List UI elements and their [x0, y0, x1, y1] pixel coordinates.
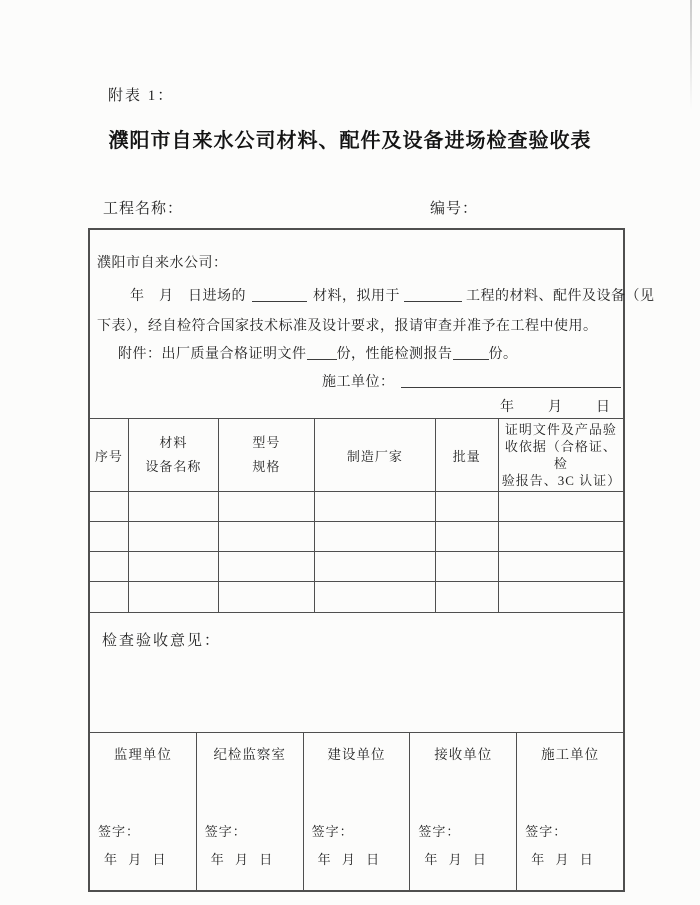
table-cell	[435, 552, 498, 582]
table-cell	[314, 582, 435, 612]
constructor-line	[322, 371, 621, 391]
declaration-line1	[130, 285, 655, 305]
table-cell	[314, 522, 435, 552]
table-cell	[498, 492, 623, 522]
header-model-spec: 型号 规格	[218, 419, 314, 492]
annex-label: 附表 1：	[108, 88, 175, 104]
header-seq: 序号	[90, 419, 128, 492]
company-salutation: 濮阳市自来水公司：	[97, 256, 228, 271]
constructor-label: 施工单位：	[322, 375, 395, 390]
signoff-title: 纪检监察室	[213, 746, 286, 762]
attachment-line	[118, 343, 518, 363]
table-cell	[128, 522, 218, 552]
signoff-cell-construction-owner	[304, 733, 411, 891]
header-manufacturer: 制造厂家	[314, 419, 435, 492]
project-name-label: 工程名称：	[103, 201, 184, 217]
header-material-name: 材料 设备名称	[128, 419, 218, 492]
table-cell	[218, 492, 314, 522]
constructor-blank	[401, 374, 621, 388]
form-outer-box	[88, 228, 655, 892]
opinion-section	[90, 613, 623, 733]
signoff-title: 监理单位	[113, 746, 172, 762]
table-cell	[435, 582, 498, 612]
table-cell	[218, 582, 314, 612]
table-row	[90, 552, 623, 582]
table-cell	[218, 552, 314, 582]
table-cell	[128, 492, 218, 522]
signature-label: 签字：	[418, 823, 461, 839]
signature-label: 签字：	[311, 823, 354, 839]
attachment-end-label: 份。	[488, 347, 518, 362]
signoff-cell-supervisor	[90, 733, 197, 891]
signoff-date-label: 年 月 日	[104, 851, 170, 867]
page-title: 濮阳市自来水公司材料、配件及设备进场检查验收表	[108, 130, 592, 152]
table-cell	[435, 522, 498, 552]
signoff-title: 接收单位	[434, 746, 493, 762]
table-cell	[498, 552, 623, 582]
table-cell	[314, 492, 435, 522]
declaration-line1-end: 工程的材料、配件及设备（见	[466, 289, 655, 304]
declaration-line2: 下表），经自检符合国家技术标准及设计要求，报请审查并准予在工程中使用。	[97, 319, 598, 334]
project-blank	[404, 288, 462, 302]
material-name-blank	[252, 288, 307, 302]
cert-copies-blank	[307, 346, 337, 360]
signoff-date-label: 年 月 日	[210, 851, 277, 867]
signature-label: 签字：	[204, 823, 247, 839]
table-cell	[314, 552, 435, 582]
signoff-date-label: 年 月 日	[317, 851, 384, 867]
report-copies-blank	[453, 346, 489, 360]
declaration-date-line: 年 月 日	[500, 400, 612, 415]
table-row	[90, 522, 623, 552]
declaration-line1-mid: 材料，拟用于	[313, 289, 400, 304]
materials-table-section	[90, 419, 623, 613]
table-cell	[128, 552, 218, 582]
table-cell	[218, 522, 314, 552]
materials-table	[90, 419, 623, 612]
declaration-section	[90, 230, 655, 419]
header-certification: 证明文件及产品验 收依据（合格证、检 验报告、3C 认证）	[498, 419, 623, 492]
table-cell	[90, 522, 128, 552]
signature-label: 签字：	[98, 823, 141, 839]
table-cell	[498, 582, 623, 612]
materials-table-header-row	[90, 419, 623, 492]
opinion-label: 检查验收意见：	[102, 632, 222, 649]
signoff-cell-discipline-office	[197, 733, 304, 891]
table-cell	[128, 582, 218, 612]
table-row	[90, 492, 623, 522]
signoff-date-label: 年 月 日	[531, 851, 597, 867]
table-cell	[90, 492, 128, 522]
table-cell	[435, 492, 498, 522]
signoff-cell-contractor	[517, 733, 623, 891]
scan-artifact	[690, 0, 692, 110]
attachment-report-label: 份，性能检测报告	[336, 347, 453, 362]
table-row	[90, 582, 623, 612]
table-cell	[90, 552, 128, 582]
signoff-title: 施工单位	[541, 746, 600, 762]
signoff-cell-receiver	[410, 733, 517, 891]
table-cell	[90, 582, 128, 612]
table-cell	[498, 522, 623, 552]
signoff-title: 建设单位	[327, 746, 386, 762]
declaration-line1-date-part: 年 月 日进场的	[130, 289, 246, 304]
signoff-date-label: 年 月 日	[424, 851, 490, 867]
header-batch: 批量	[435, 419, 498, 492]
attachment-docs-label: 附件：出厂质量合格证明文件	[118, 347, 307, 362]
signoff-section	[90, 733, 623, 891]
form-number-label: 编号：	[430, 201, 479, 217]
signature-label: 签字：	[525, 823, 568, 839]
